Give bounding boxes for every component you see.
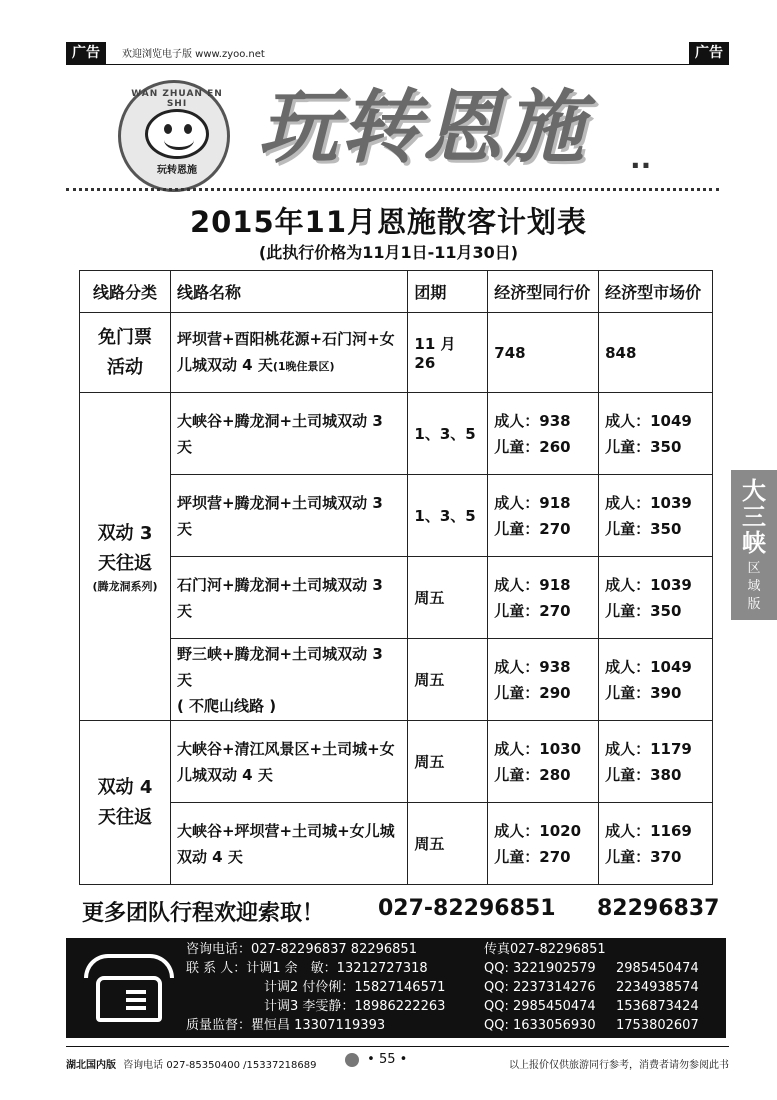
handset: [84, 954, 174, 978]
header-market-price: 经济型市场价: [599, 271, 713, 313]
category-label: 免门票活动: [97, 326, 152, 378]
trade-price-cell: [488, 557, 599, 639]
footer-left: [66, 1056, 317, 1071]
trade-child: 儿童：280: [494, 765, 571, 784]
route-cell: [170, 557, 407, 639]
edition-name: 湖北国内版: [66, 1060, 116, 1071]
market-price-cell: 848: [599, 313, 713, 393]
qq-number[interactable]: QQ: 1633056930: [484, 1018, 596, 1033]
contact-headline-text: 更多团队行程欢迎索取！: [82, 901, 325, 926]
market-child: 儿童：370: [605, 847, 682, 866]
contact-phone-1[interactable]: 027-82296851: [378, 896, 556, 921]
keypad: [130, 990, 146, 1012]
market-price-cell: [599, 803, 713, 885]
trade-price-cell: [488, 393, 599, 475]
footer-divider: [66, 1046, 729, 1047]
qq-number[interactable]: 1753802607: [616, 1018, 699, 1033]
route-cell: [170, 803, 407, 885]
page-title: 2015年11月恩施散客计划表: [189, 205, 588, 239]
category-note: (腾龙洞系列): [92, 579, 158, 593]
market-price-cell: [599, 721, 713, 803]
trade-price-cell: [488, 721, 599, 803]
category-cell: [80, 721, 171, 885]
contact-person-2[interactable]: 计调2 付伶俐：15827146571: [264, 980, 446, 995]
header-trade-price: 经济型同行价: [488, 271, 599, 313]
category-label: 双动 3 天往返: [97, 522, 153, 574]
trade-price-cell: 748: [488, 313, 599, 393]
market-child: 儿童：350: [605, 437, 682, 456]
header-category: 线路分类: [80, 271, 171, 313]
top-divider: [66, 64, 729, 65]
route-name: 野三峡+腾龙洞+土司城双动 3 天: [176, 644, 383, 689]
qq-number[interactable]: QQ: 3221902579: [484, 961, 596, 976]
market-child: 儿童：350: [605, 601, 682, 620]
qq-row: [484, 959, 699, 978]
table-row: [80, 557, 713, 639]
trade-price-cell: [488, 803, 599, 885]
consult-phone[interactable]: 咨询电话：027-82296837 82296851: [186, 942, 417, 957]
contact-person-3[interactable]: 计调3 李雯静：18986222263: [264, 999, 446, 1014]
trade-price-cell: [488, 475, 599, 557]
welcome-text[interactable]: 欢迎浏览电子版 www.zyoo.net: [122, 49, 265, 60]
route-name: 石门河+腾龙洞+土司城双动 3 天: [176, 575, 383, 620]
fax-number[interactable]: 传真027-82296851: [484, 942, 606, 957]
table-row: [80, 639, 713, 721]
market-price-cell: [599, 393, 713, 475]
market-adult: 成人：1049: [605, 411, 692, 430]
brand-wordmark: 玩转恩施: [258, 81, 586, 174]
schedule-cell: 周五: [408, 803, 488, 885]
header-schedule: 团期: [408, 271, 488, 313]
trade-adult: 成人：938: [494, 411, 571, 430]
route-cell: [170, 393, 407, 475]
telephone-icon: [84, 954, 174, 1024]
contact-phone-2[interactable]: 82296837: [597, 896, 720, 921]
schedule-cell: 周五: [408, 557, 488, 639]
contact-headline: [82, 896, 720, 927]
market-adult: 成人：1039: [605, 493, 692, 512]
table-row: [80, 721, 713, 803]
dotted-divider: [66, 188, 719, 191]
header-route: 线路名称: [170, 271, 407, 313]
route-note: (1晚住景区): [272, 359, 335, 373]
contact-info-left: [186, 940, 445, 1035]
table-header-row: [80, 271, 713, 313]
smiley-face-icon: [145, 109, 209, 159]
contact-info-box: [66, 938, 726, 1038]
page-subtitle: (此执行价格为11月1日-11月30日): [258, 243, 519, 262]
trade-adult: 成人：1030: [494, 739, 582, 758]
table-row: [80, 803, 713, 885]
smile: [164, 130, 194, 150]
page-number: [345, 1052, 407, 1067]
category-label: 双动 4 天往返: [97, 776, 153, 828]
qq-number[interactable]: QQ: 2237314276: [484, 980, 596, 995]
route-name: 坪坝营+腾龙洞+土司城双动 3 天: [176, 493, 383, 538]
market-adult: 成人：1169: [605, 821, 692, 840]
contact-info-right: [484, 940, 699, 1035]
market-price-cell: [599, 557, 713, 639]
route-cell: [170, 639, 407, 721]
qq-number[interactable]: QQ: 2985450474: [484, 999, 596, 1014]
quality-supervisor[interactable]: 质量监督：瞿恒昌 13307119393: [186, 1018, 386, 1033]
trade-child: 儿童：270: [494, 847, 571, 866]
qq-number[interactable]: 1536873424: [616, 999, 699, 1014]
logo-small-brand: 玩转恩施: [157, 165, 197, 176]
market-child: 儿童：390: [605, 683, 682, 702]
qq-number[interactable]: 2234938574: [616, 980, 699, 995]
trade-adult: 成人：918: [494, 575, 571, 594]
phone-base: [96, 976, 162, 1022]
market-price-cell: [599, 475, 713, 557]
contact-person-1[interactable]: 联 系 人：计调1 余 敏：13212727318: [186, 961, 428, 976]
ad-tag-right: 广告: [689, 42, 729, 64]
qq-row: [484, 1016, 699, 1035]
schedule-cell: 周五: [408, 639, 488, 721]
route-name: 大峡谷+腾龙洞+土司城双动 3 天: [176, 411, 383, 456]
qq-number[interactable]: 2985450474: [616, 961, 699, 976]
market-child: 儿童：350: [605, 519, 682, 538]
page-dot-right: •: [399, 1052, 408, 1067]
market-adult: 成人：1179: [605, 739, 692, 758]
schedule-cell: 1、3、5: [408, 475, 488, 557]
tour-plan-table: [79, 270, 713, 885]
route-name: 大峡谷+坪坝营+土司城+女儿城双动 4 天: [176, 821, 395, 866]
trade-child: 儿童：270: [494, 519, 571, 538]
trade-adult: 成人：918: [494, 493, 571, 512]
trade-child: 儿童：260: [494, 437, 571, 456]
route-note: ( 不爬山线路 ): [176, 696, 277, 715]
route-name: 坪坝营+酉阳桃花源+石门河+女儿城双动 4 天: [176, 329, 395, 374]
table-row: [80, 313, 713, 393]
schedule-cell: 11 月 26: [408, 313, 488, 393]
market-adult: 成人：1039: [605, 575, 692, 594]
market-child: 儿童：380: [605, 765, 682, 784]
ad-tag-left: 广告: [66, 42, 106, 64]
market-adult: 成人：1049: [605, 657, 692, 676]
route-cell: [170, 721, 407, 803]
logo-ring-text: WAN ZHUAN EN SHI: [131, 89, 223, 109]
page-dot-left: •: [367, 1052, 375, 1067]
trade-price-cell: [488, 639, 599, 721]
route-name: 大峡谷+清江风景区+土司城+女儿城双动 4 天: [176, 739, 395, 784]
region-name: 大三峡: [742, 477, 766, 557]
page-number-value: 55: [378, 1052, 396, 1067]
market-price-cell: [599, 639, 713, 721]
trade-adult: 成人：1020: [494, 821, 582, 840]
brand-logo: [118, 80, 230, 192]
category-cell: [80, 393, 171, 721]
trade-child: 儿童：270: [494, 601, 571, 620]
table-row: [80, 475, 713, 557]
qq-row: [484, 978, 699, 997]
qq-row: [484, 997, 699, 1016]
route-cell: [170, 475, 407, 557]
trade-adult: 成人：938: [494, 657, 571, 676]
region-edition-tab: [731, 470, 777, 620]
schedule-cell: 1、3、5: [408, 393, 488, 475]
category-cell: [80, 313, 171, 393]
edition-label: 区域版: [747, 561, 761, 612]
table-row: [80, 393, 713, 475]
footer-consult[interactable]: 咨询电话 027-85350400 /15337218689: [123, 1060, 317, 1071]
trade-child: 儿童：290: [494, 683, 571, 702]
footer-disclaimer: 以上报价仅供旅游同行参考，消费者请勿参阅此书: [509, 1060, 729, 1071]
schedule-cell: 周五: [408, 721, 488, 803]
route-cell: [170, 313, 407, 393]
wordmark-dots: ..: [630, 142, 652, 175]
page-badge-icon: [345, 1053, 359, 1067]
